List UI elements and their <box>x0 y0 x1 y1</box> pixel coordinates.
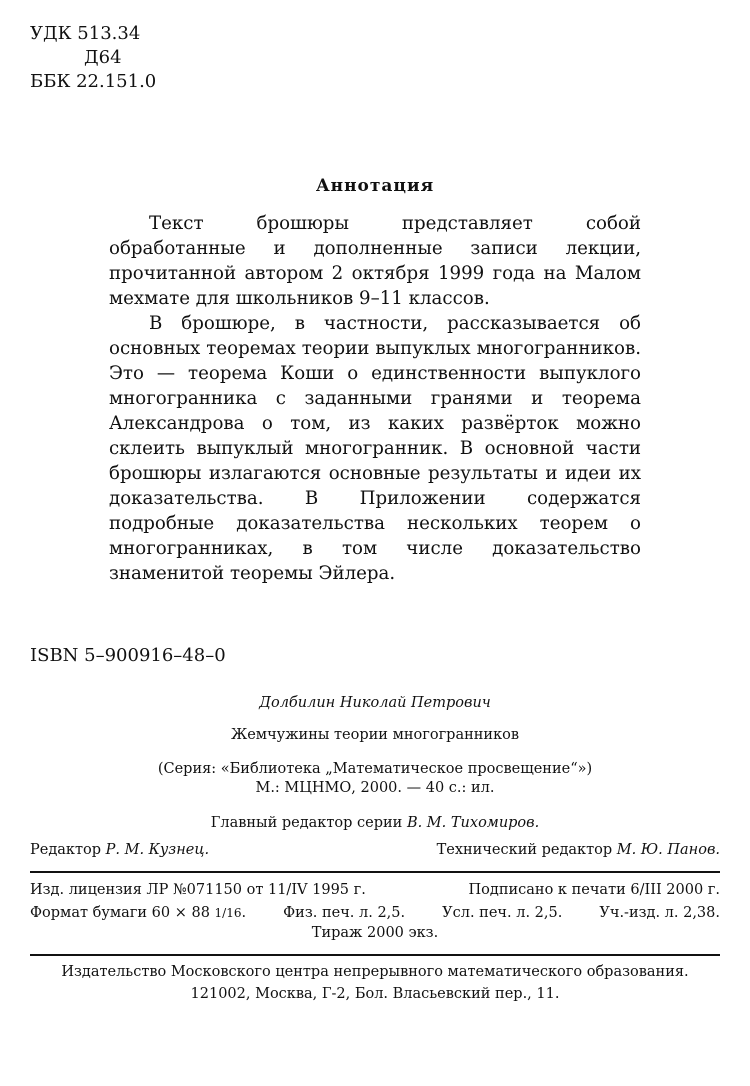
publisher-address: 121002, Москва, Г-2, Бол. Власьевский пер., 11. <box>190 986 560 1002</box>
editors-row <box>30 842 720 858</box>
format-row <box>30 905 720 921</box>
chief-editor-label: Главный редактор серии <box>210 815 403 831</box>
cond-sheets: Усл. печ. л. 2,5. <box>442 905 563 921</box>
annotation-body <box>109 211 641 586</box>
isbn: ISBN 5–900916–48–0 <box>30 645 226 666</box>
annotation-paragraph-1: Текст брошюры представляет собой обработанные и дополненные записи лекции, прочитанной автором 2 октября 1999 года на Малом мехмате для школьников 9–11 классов. <box>109 213 641 309</box>
signed-date: Подписано к печати 6/III 2000 г. <box>468 882 720 898</box>
tech-editor-name: М. Ю. Панов. <box>616 842 720 858</box>
annotation-paragraph-2: В брошюре, в частности, рассказывается об основных теоремах теории выпуклых многогранников. Это — теорема Коши о единственности выпуклого многогранника с заданными гранями и теорема Александрова о том, из каких развёрток можно склеить выпуклый многогранник. В основной части брошюры излагаются основные результаты и идеи их доказательства. В Приложении содержатся подробные доказательства нескольких теорем о многогранниках, в том числе доказательство знаменитой теоремы Эйлера. <box>109 313 641 584</box>
book-title: Жемчужины теории многогранников <box>230 727 520 743</box>
paper-format-label: Формат бумаги 60 × 88 <box>30 905 210 921</box>
bbk-code: ББК 22.151.0 <box>30 71 157 92</box>
tech-editor-label: Технический редактор <box>436 842 613 858</box>
book-author: Долбилин Николай Петрович <box>259 695 491 711</box>
book-series: (Серия: «Библиотека „Математическое просвещение“») <box>157 761 593 777</box>
chief-editor-name: В. М. Тихомиров. <box>406 815 540 831</box>
divider-top <box>30 871 720 873</box>
udk-code: УДК 513.34 <box>30 23 141 44</box>
pub-sheets: Уч.-изд. л. 2,38. <box>599 905 720 921</box>
license: Изд. лицензия ЛР №071150 от 11/IV 1995 г. <box>30 882 366 898</box>
paper-format-end: . <box>241 905 247 921</box>
tech-editor <box>437 842 720 858</box>
divider-bottom <box>30 954 720 956</box>
editor-name: Р. М. Кузнец. <box>105 842 210 858</box>
publication-info: М.: МЦНМО, 2000. — 40 с.: ил. <box>255 780 495 796</box>
editor <box>30 842 209 858</box>
chief-editor <box>0 815 750 831</box>
editor-label: Редактор <box>30 842 102 858</box>
license-row <box>30 882 720 898</box>
publisher-name: Издательство Московского центра непрерывного математического образования. <box>61 964 689 980</box>
paper-format-fraction: 1/16 <box>214 906 242 920</box>
paper-format <box>30 905 246 921</box>
author-code: Д64 <box>84 47 122 68</box>
phys-sheets: Физ. печ. л. 2,5. <box>283 905 406 921</box>
print-run: Тираж 2000 экз. <box>311 925 439 941</box>
annotation-title: Аннотация <box>315 176 435 196</box>
